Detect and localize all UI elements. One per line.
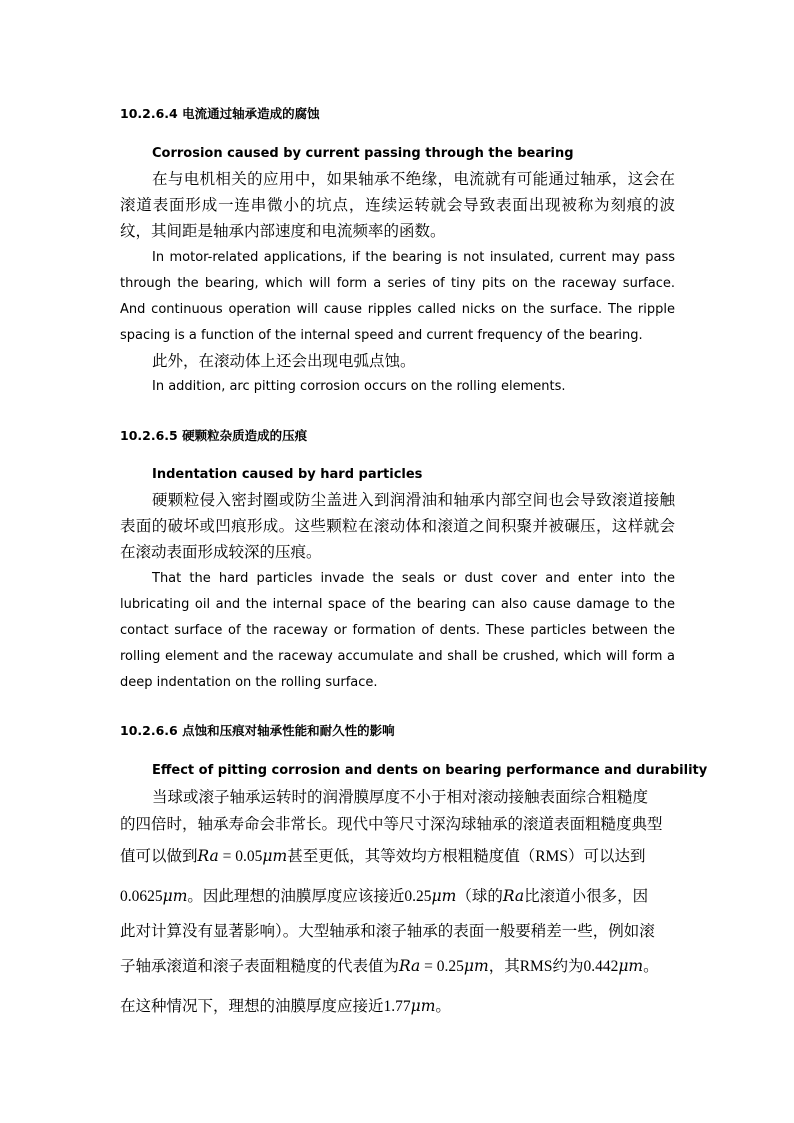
text-fragment: ，其 — [488, 957, 520, 975]
text-fragment: ）可以达到 — [567, 847, 646, 865]
text-fragment: 约为 — [552, 957, 584, 975]
paragraph-en-corrosion: In motor-related applications, if the bearing is not insulated, current may pass through the bearing, which will form a series of tiny pits on the raceway surface. And continuous operation will cause ripples called nicks on the surface. The ripple spacing is a function of the internal speed and current frequency of the bearing. — [120, 250, 675, 343]
math-unit: μm — [431, 887, 457, 905]
math-value: = 0.05 — [218, 848, 263, 865]
math-value: 0.0625 — [120, 888, 163, 905]
section-subheading-effect: Effect of pitting corrosion and dents on bearing performance and durability — [152, 763, 708, 778]
math-unit: μm — [410, 997, 436, 1015]
math-unit: μm — [162, 887, 188, 905]
paragraph-line-4 — [120, 884, 648, 906]
paragraph-line-3 — [120, 844, 645, 866]
math-ra: Ra — [502, 887, 525, 905]
math-value: = 0.25 — [420, 958, 464, 975]
section-heading-10-2-6-4: 10.2.6.4 电流通过轴承造成的腐蚀 — [120, 106, 320, 121]
text-fragment: 。因此理想的油膜厚度应该接近 — [187, 887, 405, 905]
text-fragment: 子轴承滚道和滚子表面粗糙度的代表值为 — [120, 957, 400, 975]
paragraph-cn-indentation: 硬颗粒侵入密封圈或防尘盖进入到润滑油和轴承内部空间也会导致滚道接触表面的破坏或凹痕形成。这些颗粒在滚动体和滚道之间积聚并被碾压，这样就会在滚动表面形成较深的压痕。 — [120, 491, 675, 561]
math-value: 0.25 — [404, 888, 432, 905]
text-fragment: 甚至更低，其等效均方根粗糙度值（ — [287, 847, 536, 865]
math-ra: Ra — [197, 847, 219, 865]
paragraph-en-indentation: That the hard particles invade the seals or dust cover and enter into the lubricating oil and the internal space of the bearing can also cause damage to the contact surface of the raceway or formation of dents. These particles between the rolling element and the raceway accumulate and shall be crushed, which will form a deep indentation on the rolling surface. — [120, 571, 675, 690]
text-fragment: （球的 — [456, 887, 503, 905]
math-rms: RMS — [519, 958, 553, 975]
section-heading-10-2-6-5: 10.2.6.5 硬颗粒杂质造成的压痕 — [120, 428, 308, 443]
text-fragment: 比滚道小很多，因 — [524, 887, 649, 905]
math-unit: μm — [618, 957, 644, 975]
text-fragment: 。 — [435, 997, 451, 1015]
text-fragment: 在这种情况下，理想的油膜厚度应接近 — [120, 997, 384, 1015]
math-unit: μm — [262, 847, 288, 865]
section-subheading-indentation: Indentation caused by hard particles — [152, 467, 423, 482]
paragraph-line-5: 此对计算没有显著影响）。大型轴承和滚子轴承的表面一般要稍差一些，例如滚 — [120, 922, 655, 940]
math-unit: μm — [463, 957, 489, 975]
math-value: 1.77 — [383, 998, 411, 1015]
section-heading-10-2-6-6: 10.2.6.6 点蚀和压痕对轴承性能和耐久性的影响 — [120, 723, 395, 738]
paragraph-en-arc-pitting: In addition, arc pitting corrosion occurs on the rolling elements. — [152, 379, 566, 394]
paragraph-cn-corrosion: 在与电机相关的应用中，如果轴承不绝缘，电流就有可能通过轴承，这会在滚道表面形成一连串微小的坑点，连续运转就会导致表面出现被称为刻痕的波纹，其间距是轴承内部速度和电流频率的函数。 — [120, 170, 675, 240]
math-rms: RMS — [535, 848, 568, 865]
section-subheading-corrosion: Corrosion caused by current passing through the bearing — [152, 146, 574, 161]
math-ra: Ra — [399, 957, 421, 975]
paragraph-cn-arc-pitting: 此外，在滚动体上还会出现电弧点蚀。 — [152, 352, 416, 370]
paragraph-line-6 — [120, 954, 659, 976]
text-fragment: 。 — [643, 957, 659, 975]
text-fragment: 值可以做到 — [120, 847, 198, 865]
paragraph-line-2: 的四倍时，轴承寿命会非常长。现代中等尺寸深沟球轴承的滚道表面粗糙度典型 — [120, 815, 663, 833]
paragraph-line-1: 当球或滚子轴承运转时的润滑膜厚度不小于相对滚动接触表面综合粗糙度 — [152, 788, 649, 806]
math-value: 0.442 — [583, 958, 619, 975]
paragraph-line-7 — [120, 994, 451, 1016]
